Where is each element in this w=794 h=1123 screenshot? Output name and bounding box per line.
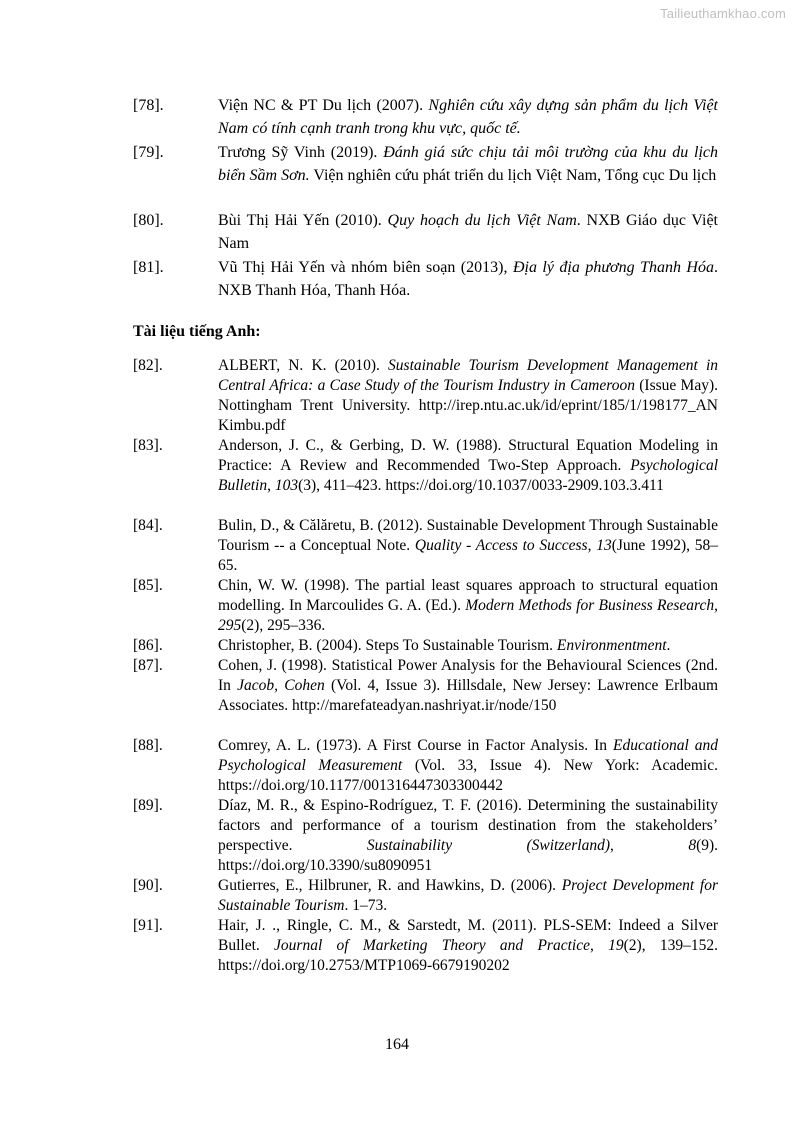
reference-separator: , [589,937,609,954]
reference-title: Psychological Bulletin [218,457,718,494]
reference-number: [84]. [133,517,163,534]
reference-number: [91]. [133,917,163,934]
reference-title: Quality - Access to Success [414,537,588,554]
reference-80 [133,209,718,255]
reference-text-tail: (2), 139–152. https://doi.org/10.2753/MTP1069-6679190202 [218,937,718,974]
reference-title: Modern Methods for Business Research [465,597,715,614]
reference-89 [133,796,718,876]
reference-number: [82]. [133,357,163,374]
reference-87 [133,656,718,716]
reference-number: [83]. [133,437,163,454]
reference-84 [133,516,718,576]
reference-title: Sustainable Tourism Development Management in Central Africa: a Case Study of the Tourism Industry in Cameroon [218,357,718,394]
reference-volume: 19 [608,937,624,954]
reference-text: Cohen, J. (1998). Statistical Power Analysis for the Behavioural Sciences (2nd. In [218,657,718,694]
reference-86 [133,636,718,656]
reference-text-tail: . NXB Thanh Hóa, Thanh Hóa. [218,259,718,299]
reference-88 [133,736,718,796]
reference-separator: , [267,477,275,494]
page-number: 164 [385,1036,409,1053]
reference-text-tail: (3), 411–423. https://doi.org/10.1037/0033-2909.103.3.411 [298,477,664,494]
reference-text-tail: (Issue May). Nottingham Trent University. http://irep.ntu.ac.uk/id/eprint/185/1/198177_AN Kimbu.pdf [218,377,719,434]
reference-85 [133,576,718,636]
reference-number: [78]. [133,97,164,114]
reference-text-tail: (Vol. 4, Issue 3). Hillsdale, New Jersey: Lawrence Erlbaum Associates. http://marefateadyan.nashriyat.ir/node/150 [218,677,718,714]
reference-number: [88]. [133,737,163,754]
reference-text: Comrey, A. L. (1973). A First Course in Factor Analysis. In [218,737,613,754]
reference-text-tail: (Vol. 33, Issue 4). New York: Academic. https://doi.org/10.1177/001316447303300442 [218,757,718,794]
reference-title: Quy hoạch du lịch Việt Nam [387,212,577,229]
reference-text-tail: . NXB Giáo dục Việt Nam [218,212,718,252]
reference-volume: 295 [218,617,242,634]
reference-text: Trương Sỹ Vinh (2019). [218,144,384,161]
reference-title: Địa lý địa phương Thanh Hóa [512,259,714,276]
reference-number: [81]. [133,259,164,276]
reference-title: Sustainability (Switzerland) [366,837,611,854]
reference-90 [133,876,718,916]
reference-volume: 13 [596,537,612,554]
reference-text-tail: . [666,637,671,654]
reference-78 [133,94,718,140]
reference-82 [133,356,718,436]
reference-text-tail: . 1–73. [344,897,388,914]
reference-text-tail: (2), 295–336. [241,617,326,634]
reference-text-tail: (9). https://doi.org/10.3390/su8090951 [218,837,719,874]
reference-separator: , [610,837,689,854]
reference-title: Jacob, Cohen [237,677,325,694]
reference-number: [90]. [133,877,163,894]
reference-text: Hair, J. ., Ringle, C. M., & Sarstedt, M. (2011). PLS-SEM: Indeed a Silver Bullet. [218,917,718,954]
reference-text: Bulin, D., & Călăretu, B. (2012). Sustainable Development Through Sustainable Tourism -- a Conceptual Note. [218,517,718,554]
reference-number: [86]. [133,637,163,654]
reference-text: Christopher, B. (2004). Steps To Sustainable Tourism. [218,637,557,654]
reference-text: Bùi Thị Hải Yến (2010). [218,212,388,229]
reference-91 [133,916,718,976]
reference-title: Educational and Psychological Measurement [218,737,718,774]
section-heading: Tài liệu tiếng Anh: [133,323,261,340]
reference-text: Anderson, J. C., & Gerbing, D. W. (1988). Structural Equation Modeling in Practice: A Review and Recommended Two-Step Approach. [218,437,718,474]
reference-79 [133,141,718,187]
reference-text-tail: Viện nghiên cứu phát triển du lịch Việt Nam, Tổng cục Du lịch [309,167,717,184]
reference-separator: , [714,597,718,614]
reference-number: [89]. [133,797,163,814]
reference-text: Viện NC & PT Du lịch (2007). [218,97,429,114]
reference-number: [87]. [133,657,163,674]
watermark: Tailieuthamkhao.com [660,6,786,21]
reference-separator: , [587,537,597,554]
reference-text: Díaz, M. R., & Espino-Rodríguez, T. F. (2016). Determining the sustainability factors and performance of a tourism destination from the stakeholders’ perspective. [218,797,718,854]
reference-text-tail: (June 1992), 58–65. [218,537,718,574]
reference-title: Nghiên cứu xây dựng sản phẩm du lịch Việt Nam có tính cạnh tranh trong khu vực, quốc tế. [218,97,718,137]
reference-volume: 103 [274,477,299,494]
reference-title: Journal of Marketing Theory and Practice [274,937,590,954]
reference-text: Chin, W. W. (1998). The partial least squares approach to structural equation modelling. In Marcoulides G. A. (Ed.). [218,577,718,614]
reference-number: [85]. [133,577,163,594]
reference-83 [133,436,718,496]
reference-text: ALBERT, N. K. (2010). [218,357,389,374]
reference-number: [79]. [133,144,164,161]
reference-volume: 8 [688,837,697,854]
reference-text: Vũ Thị Hải Yến và nhóm biên soạn (2013), [218,259,513,276]
reference-title: Environmentment [556,637,667,654]
reference-text: Gutierres, E., Hilbruner, R. and Hawkins, D. (2006). [218,877,562,894]
reference-81 [133,256,718,302]
reference-title: Đánh giá sức chịu tải môi trường của khu du lịch biển Sầm Sơn. [218,144,718,184]
reference-number: [80]. [133,212,164,229]
reference-title: Project Development for Sustainable Tourism [218,877,719,914]
